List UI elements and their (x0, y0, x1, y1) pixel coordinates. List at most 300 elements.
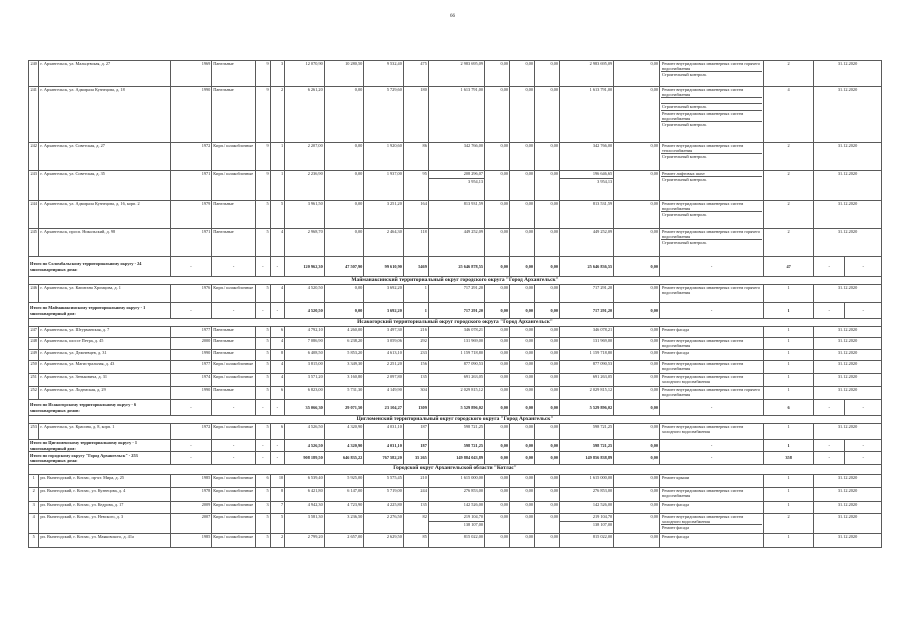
row-area-total: 12 070,90 (285, 61, 325, 87)
row-area-total: 2 236,90 (285, 171, 325, 201)
subtotal-count: 6 (764, 400, 814, 416)
row-work-count: 1 (764, 488, 814, 502)
row-works (660, 475, 764, 488)
subtotal-x1: 0,00 (485, 440, 510, 452)
row-works (660, 514, 764, 534)
row-works (660, 61, 764, 87)
subtotal-cost: 717 291,20 (428, 303, 484, 319)
subtotal-tail: - (845, 452, 882, 465)
row-wall-material: Панельные (212, 387, 256, 400)
row-area-total: 2 968,70 (285, 229, 325, 257)
row-address: г. Архангельск, ул. Дежневцев, д. 31 (39, 350, 170, 361)
row-cost: 276 853,00 (428, 488, 484, 502)
table-row (29, 201, 882, 229)
row-fund-c: 0,00 (535, 350, 560, 361)
row-area-total: 6 421,80 (285, 488, 325, 502)
subtotal-tail: - (845, 440, 882, 452)
subtotal-dash: - (170, 452, 212, 465)
row-deadline: 31.12.2020 (814, 143, 882, 171)
row-unit-cost: 0,00 (614, 534, 660, 548)
row-year: 1976 (170, 285, 212, 303)
row-deadline: 31.12.2020 (814, 201, 882, 229)
row-area-owned: 3 692,20 (364, 285, 404, 303)
row-number: 2 (29, 488, 39, 502)
work-type: Ремонт внутридомовых инженерных систем водоснабжения (661, 111, 762, 122)
subtotal-tail: - (814, 440, 845, 452)
row-residents: 135 (403, 374, 428, 387)
subtotal-work: - (660, 303, 764, 319)
row-area-owned: 3 251,20 (364, 201, 404, 229)
row-fund-b: 0,00 (510, 201, 535, 229)
subtotal-tail: - (845, 400, 882, 416)
row-deadline: 31.12.2020 (814, 361, 882, 374)
row-area-total: 3 581,30 (285, 514, 325, 534)
subtotal-pct: 0,00 (614, 303, 660, 319)
row-fund-c: 0,00 (535, 475, 560, 488)
row-unit-cost: 0,00 (614, 514, 660, 534)
work-type: Ремонт внутридомовых инженерных систем горячего водоснабжения (662, 229, 761, 240)
subtotal-dash: - (212, 257, 256, 277)
row-year: 1974 (170, 374, 212, 387)
row-fund-a: 0,00 (485, 285, 510, 303)
row-residents: 244 (403, 488, 428, 502)
row-unit-cost: 0,00 (614, 61, 660, 87)
row-area-owned: 2 629,50 (364, 534, 404, 548)
work-type: Ремонт внутридомовых инженерных систем горячего водоснабжения (662, 61, 761, 72)
row-number: 241 (29, 87, 39, 143)
work-type: Строительный контроль (662, 177, 707, 183)
subtotal-count: 358 (764, 452, 814, 465)
row-fund-a: 0,00 (485, 387, 510, 400)
section-header-row (29, 277, 882, 285)
row-area-owned: 4 031,10 (364, 424, 404, 440)
row-work-count: 1 (764, 338, 814, 350)
subtotal-row (29, 440, 882, 452)
row-area-living: 10 280,50 (324, 61, 364, 87)
row-fund-c: 0,00 (535, 61, 560, 87)
cell-value: 196 646,65 (592, 171, 613, 176)
row-area-total: 2 799,20 (285, 534, 325, 548)
row-area-total: 6 539,40 (285, 475, 325, 488)
work-type: Строительный контроль (662, 72, 707, 78)
row-area-living: 6 238,20 (324, 338, 364, 350)
row-year: 1990 (170, 87, 212, 143)
subtotal-cost2: 717 291,20 (560, 303, 614, 319)
section-header-row (29, 416, 882, 424)
row-year: 1990 (170, 387, 212, 400)
subtotal-pct: 0,00 (614, 440, 660, 452)
row-wall-material: Кирп./ шлакоблочные (212, 502, 256, 514)
row-floors: 5 (256, 350, 271, 361)
row-wall-material: Кирп./ шлакоблочные (212, 514, 256, 534)
row-cost-owners: 815 022,00 (560, 534, 614, 548)
row-works (660, 338, 764, 350)
row-area-owned: 4 613,10 (364, 350, 404, 361)
row-address: г. Архангельск, ул. Красина, д. 8, корп. 1 (39, 424, 170, 440)
subtotal-dash: - (270, 303, 285, 319)
row-cost (428, 171, 484, 201)
subtotal-label: Итого по Цигломенскому территориальному округу - 1 многоквартирный дом: (29, 440, 171, 452)
row-cost-owners: 877 090,53 (560, 361, 614, 374)
row-address: г. Архангельск, ул. Советская, д. 35 (39, 171, 170, 201)
row-residents: 292 (403, 338, 428, 350)
row-entrances: 4 (270, 285, 285, 303)
row-fund-a: 0,00 (485, 374, 510, 387)
row-area-living: 5 925,00 (324, 475, 364, 488)
cell-value: 208 296,07 (463, 171, 484, 176)
row-deadline: 31.12.2020 (814, 327, 882, 338)
row-entrances: 1 (270, 171, 285, 201)
table-row (29, 374, 882, 387)
subtotal-cost2: 25 646 836,55 (560, 257, 614, 277)
row-area-living: 2 657,00 (324, 534, 364, 548)
row-area-total: 3 961,50 (285, 201, 325, 229)
row-year: 1985 (170, 475, 212, 488)
row-fund-a: 0,00 (485, 361, 510, 374)
row-work-count: 2 (764, 201, 814, 229)
row-unit-cost: 0,00 (614, 285, 660, 303)
row-address: г. Архангельск, ул. Капитана Хромцова, д. 1 (39, 285, 170, 303)
row-work-count: 1 (764, 424, 814, 440)
row-year: 2000 (170, 338, 212, 350)
work-type: Ремонт фасада (662, 525, 690, 531)
row-cost-owners: 346 078,21 (560, 327, 614, 338)
row-cost-owners: 342 766,00 (560, 143, 614, 171)
row-area-living: 6 147,00 (324, 488, 364, 502)
subtotal-x1: 0,00 (485, 257, 510, 277)
subtotal-dash: - (270, 440, 285, 452)
subtotal-residents: 35 265 (403, 452, 428, 465)
row-wall-material: Панельные (212, 201, 256, 229)
subtotal-label: Итого по Соломбальскому территориальному округу - 24 многоквартирных дома: (29, 257, 171, 277)
row-deadline: 31.12.2020 (814, 87, 882, 143)
row-area-living: 3 160,80 (324, 374, 364, 387)
table-row (29, 61, 882, 87)
row-unit-cost: 0,00 (614, 374, 660, 387)
row-residents: 86 (403, 143, 428, 171)
row-area-total: 3 571,20 (285, 374, 325, 387)
row-cost: 1 159 718,80 (428, 350, 484, 361)
table-row (29, 424, 882, 440)
row-area-owned: 1 937,00 (364, 171, 404, 201)
subtotal-count: 1 (764, 303, 814, 319)
subtotal-dash: - (270, 400, 285, 416)
row-works (660, 327, 764, 338)
row-address: г. Архангельск, ул. Штурманская, д. 7 (39, 327, 170, 338)
row-cost-owners: 813 531,59 (560, 201, 614, 229)
row-fund-a: 0,00 (485, 143, 510, 171)
row-area-total: 2 207,00 (285, 143, 325, 171)
row-number: 250 (29, 361, 39, 374)
row-number: 251 (29, 374, 39, 387)
row-works (660, 361, 764, 374)
row-work-count: 1 (764, 374, 814, 387)
row-floors: 5 (256, 387, 271, 400)
row-deadline: 31.12.2020 (814, 338, 882, 350)
subtotal-dash: - (170, 400, 212, 416)
section-title: Майманаксинский территориальный округ городского округа "Город Архангельск" (29, 277, 882, 285)
subtotal-area-b: 23 104,27 (364, 400, 404, 416)
subtotal-dash: - (270, 257, 285, 277)
work-type: Ремонт внутридомовых инженерных систем водоснабжения (661, 87, 762, 98)
subtotal-tail: - (845, 303, 882, 319)
row-area-total: 4 520,50 (285, 285, 325, 303)
row-address: г. Архангельск, ул. Лодемская, д. 29 (39, 387, 170, 400)
row-deadline: 31.12.2020 (814, 475, 882, 488)
work-type: Ремонт внутридомовых инженерных систем водоснабжения (662, 361, 744, 372)
row-fund-b: 0,00 (510, 338, 535, 350)
subtotal-area-b: 99 610,90 (364, 257, 404, 277)
subtotal-area-total: 908 189,50 (285, 452, 325, 465)
subtotal-dash: - (170, 440, 212, 452)
row-cost: 1 615 000,00 (428, 475, 484, 488)
row-unit-cost: 0,00 (614, 361, 660, 374)
row-number: 240 (29, 61, 39, 87)
subtotal-tail: - (814, 452, 845, 465)
row-works (660, 171, 764, 201)
work-type: Ремонт внутридомовых инженерных систем холодного водоснабжения (662, 424, 744, 435)
row-residents: 180 (403, 87, 428, 143)
row-unit-cost: 0,00 (614, 502, 660, 514)
subtotal-label: Итого по Майманаксинскому территориальному округу - 1 многоквартирный дом: (29, 303, 171, 319)
row-fund-c: 0,00 (535, 87, 560, 143)
row-fund-b: 0,00 (510, 350, 535, 361)
subtotal-work: - (660, 257, 764, 277)
row-deadline: 31.12.2020 (814, 424, 882, 440)
row-year: 1972 (170, 424, 212, 440)
row-entrances: 4 (270, 229, 285, 257)
row-floors: 9 (256, 143, 271, 171)
row-year: 1990 (170, 350, 212, 361)
row-unit-cost: 0,00 (614, 143, 660, 171)
subtotal-dash: - (212, 440, 256, 452)
row-address: г. Архангельск, ул. Адмирала Кузнецова, д. 16, корп. 2 (39, 201, 170, 229)
row-number: 243 (29, 171, 39, 201)
row-area-living: 0,00 (324, 87, 364, 143)
row-cost: 131 969,00 (428, 338, 484, 350)
row-year: 1969 (170, 61, 212, 87)
row-entrances: 7 (270, 502, 285, 514)
row-fund-a: 0,00 (485, 327, 510, 338)
row-fund-a: 0,00 (485, 87, 510, 143)
subtotal-dash: - (212, 303, 256, 319)
cell-value: 219 104,70 (592, 514, 613, 519)
table-row (29, 327, 882, 338)
subtotal-x2: 0,00 (510, 440, 535, 452)
row-address: г. Архангельск, просп. Никольский, д. 98 (39, 229, 170, 257)
subtotal-x3: 0,00 (535, 440, 560, 452)
row-fund-c: 0,00 (535, 488, 560, 502)
row-fund-b: 0,00 (510, 327, 535, 338)
subtotal-x3: 0,00 (535, 400, 560, 416)
row-entrances: 6 (270, 424, 285, 440)
row-cost-owners: 1 615 000,00 (560, 475, 614, 488)
row-fund-b: 0,00 (510, 424, 535, 440)
row-area-owned: 9 532,40 (364, 61, 404, 87)
row-floors: 5 (256, 338, 271, 350)
row-works (660, 87, 764, 143)
row-entrances: 6 (270, 327, 285, 338)
row-area-living: 0,00 (324, 201, 364, 229)
row-wall-material: Кирп./ шлакоблочные (212, 488, 256, 502)
row-area-owned: 2 097,80 (364, 374, 404, 387)
row-address: г. Архангельск, ул. Мальцевская, д. 27 (39, 61, 170, 87)
subtotal-dash: - (256, 452, 271, 465)
row-cost-owners: 691 263,05 (560, 374, 614, 387)
row-cost: 691 263,05 (428, 374, 484, 387)
row-area-living: 3 236,50 (324, 514, 364, 534)
row-deadline: 31.12.2020 (814, 61, 882, 87)
row-deadline: 31.12.2020 (814, 350, 882, 361)
row-address: г. Архангельск, ул. Зеньковича, д. 31 (39, 374, 170, 387)
subtotal-area-a: 4 320,90 (324, 440, 364, 452)
row-wall-material: Панельные (212, 87, 256, 143)
row-area-living: 5 731,30 (324, 387, 364, 400)
row-number: 3 (29, 502, 39, 514)
row-area-owned: 5 729,60 (364, 87, 404, 143)
subtotal-x3: 0,00 (535, 257, 560, 277)
subtotal-dash: - (212, 452, 256, 465)
row-cost: 142 526,00 (428, 502, 484, 514)
subtotal-tail: - (814, 303, 845, 319)
row-number: 244 (29, 201, 39, 229)
subtotal-cost2: 149 856 838,89 (560, 452, 614, 465)
row-area-living: 4 260,00 (324, 327, 364, 338)
row-area-living: 0,00 (324, 143, 364, 171)
row-area-owned: 2 464,30 (364, 229, 404, 257)
row-residents: 95 (403, 171, 428, 201)
row-entrances: 10 (270, 475, 285, 488)
row-number: 242 (29, 143, 39, 171)
subtotal-x1: 0,00 (485, 303, 510, 319)
subtotal-x2: 0,00 (510, 303, 535, 319)
work-type: Ремонт внутридомовых инженерных систем холодного водоснабжения (662, 374, 744, 385)
table-row (29, 475, 882, 488)
row-cost: 717 291,20 (428, 285, 484, 303)
row-area-total: 3 815,00 (285, 361, 325, 374)
table-row (29, 285, 882, 303)
subtotal-cost: 25 646 878,55 (428, 257, 484, 277)
subtotal-dash: - (256, 257, 271, 277)
row-fund-c: 0,00 (535, 201, 560, 229)
row-area-total: 6 823,00 (285, 387, 325, 400)
row-deadline: 31.12.2020 (814, 387, 882, 400)
row-fund-b: 0,00 (510, 87, 535, 143)
subtotal-area-a: 29 071,50 (324, 400, 364, 416)
row-entrances: 2 (270, 87, 285, 143)
row-residents: 156 (403, 361, 428, 374)
row-fund-c: 0,00 (535, 387, 560, 400)
cell-sub-value: 138 107,00 (429, 521, 484, 527)
subtotal-area-a: 47 507,90 (324, 257, 364, 277)
subtotal-area-b: 3 692,20 (364, 303, 404, 319)
row-fund-a: 0,00 (485, 488, 510, 502)
row-address: г. Архангельск, шоссе Петра, д. 45 (39, 338, 170, 350)
row-fund-c: 0,00 (535, 514, 560, 534)
table-row (29, 350, 882, 361)
row-fund-b: 0,00 (510, 285, 535, 303)
subtotal-tail: - (814, 400, 845, 416)
subtotal-area-total: 120 962,30 (285, 257, 325, 277)
row-works (660, 424, 764, 440)
row-area-total: 6 408,50 (285, 350, 325, 361)
row-entrances: 1 (270, 143, 285, 171)
row-fund-c: 0,00 (535, 327, 560, 338)
subtotal-x2: 0,00 (510, 400, 535, 416)
subtotal-x1: 0,00 (485, 400, 510, 416)
row-number: 1 (29, 475, 39, 488)
row-address: рп. Вычегодский, г. Котлас, ул. Невского, д. 3 (39, 514, 170, 534)
row-number: 245 (29, 229, 39, 257)
subtotal-cost: 5 529 896,02 (428, 400, 484, 416)
row-work-count: 1 (764, 387, 814, 400)
row-year: 1985 (170, 534, 212, 548)
row-address: рп. Вычегодский, г. Котлас, ул. Кузнецова, д. 4 (39, 488, 170, 502)
row-deadline: 31.12.2020 (814, 374, 882, 387)
row-works (660, 387, 764, 400)
row-deadline: 31.12.2020 (814, 488, 882, 502)
table-row (29, 514, 882, 534)
subtotal-x3: 0,00 (535, 452, 560, 465)
row-cost-owners: 2 983 695,09 (560, 61, 614, 87)
row-fund-a: 0,00 (485, 350, 510, 361)
work-type: Ремонт фасада (662, 534, 690, 539)
row-fund-c: 0,00 (535, 374, 560, 387)
row-year: 1977 (170, 327, 212, 338)
row-floors: 5 (256, 229, 271, 257)
row-work-count: 2 (764, 514, 814, 534)
row-cost-owners: 1 613 791,00 (560, 87, 614, 143)
row-cost: 877 090,53 (428, 361, 484, 374)
subtotal-work: - (660, 452, 764, 465)
section-title: Городской округ Архангельской области "Котлас" (29, 465, 882, 475)
row-area-total: 6 261,20 (285, 87, 325, 143)
row-fund-a: 0,00 (485, 229, 510, 257)
subtotal-area-total: 4 526,50 (285, 440, 325, 452)
row-work-count: 1 (764, 361, 814, 374)
row-unit-cost: 0,00 (614, 350, 660, 361)
subtotal-cost2: 5 529 896,02 (560, 400, 614, 416)
subtotal-cost2: 598 721,25 (560, 440, 614, 452)
row-cost-owners: 131 969,00 (560, 338, 614, 350)
row-floors: 5 (256, 374, 271, 387)
subtotal-work: - (660, 400, 764, 416)
row-area-total: 4 792,10 (285, 327, 325, 338)
row-work-count: 1 (764, 350, 814, 361)
row-year: 1979 (170, 201, 212, 229)
row-residents: 187 (403, 424, 428, 440)
table-row (29, 87, 882, 143)
row-number: 4 (29, 514, 39, 534)
cell-sub-value: 3 954,13 (560, 178, 613, 184)
subtotal-row (29, 452, 882, 465)
row-entrances: 4 (270, 338, 285, 350)
row-residents: 210 (403, 475, 428, 488)
row-wall-material: Кирп./ шлакоблочные (212, 374, 256, 387)
subtotal-area-total: 35 066,30 (285, 400, 325, 416)
row-fund-b: 0,00 (510, 61, 535, 87)
row-area-living: 3 349,30 (324, 361, 364, 374)
cell-sub-value: 3 954,13 (429, 178, 484, 184)
row-floors: 9 (256, 171, 271, 201)
row-cost (428, 514, 484, 534)
row-fund-b: 0,00 (510, 143, 535, 171)
row-number: 248 (29, 338, 39, 350)
subtotal-area-a: 646 835,22 (324, 452, 364, 465)
row-entrances: 5 (270, 514, 285, 534)
row-residents: 135 (403, 502, 428, 514)
work-type: Ремонт внутридомовых инженерных систем водоснабжения (661, 201, 762, 212)
